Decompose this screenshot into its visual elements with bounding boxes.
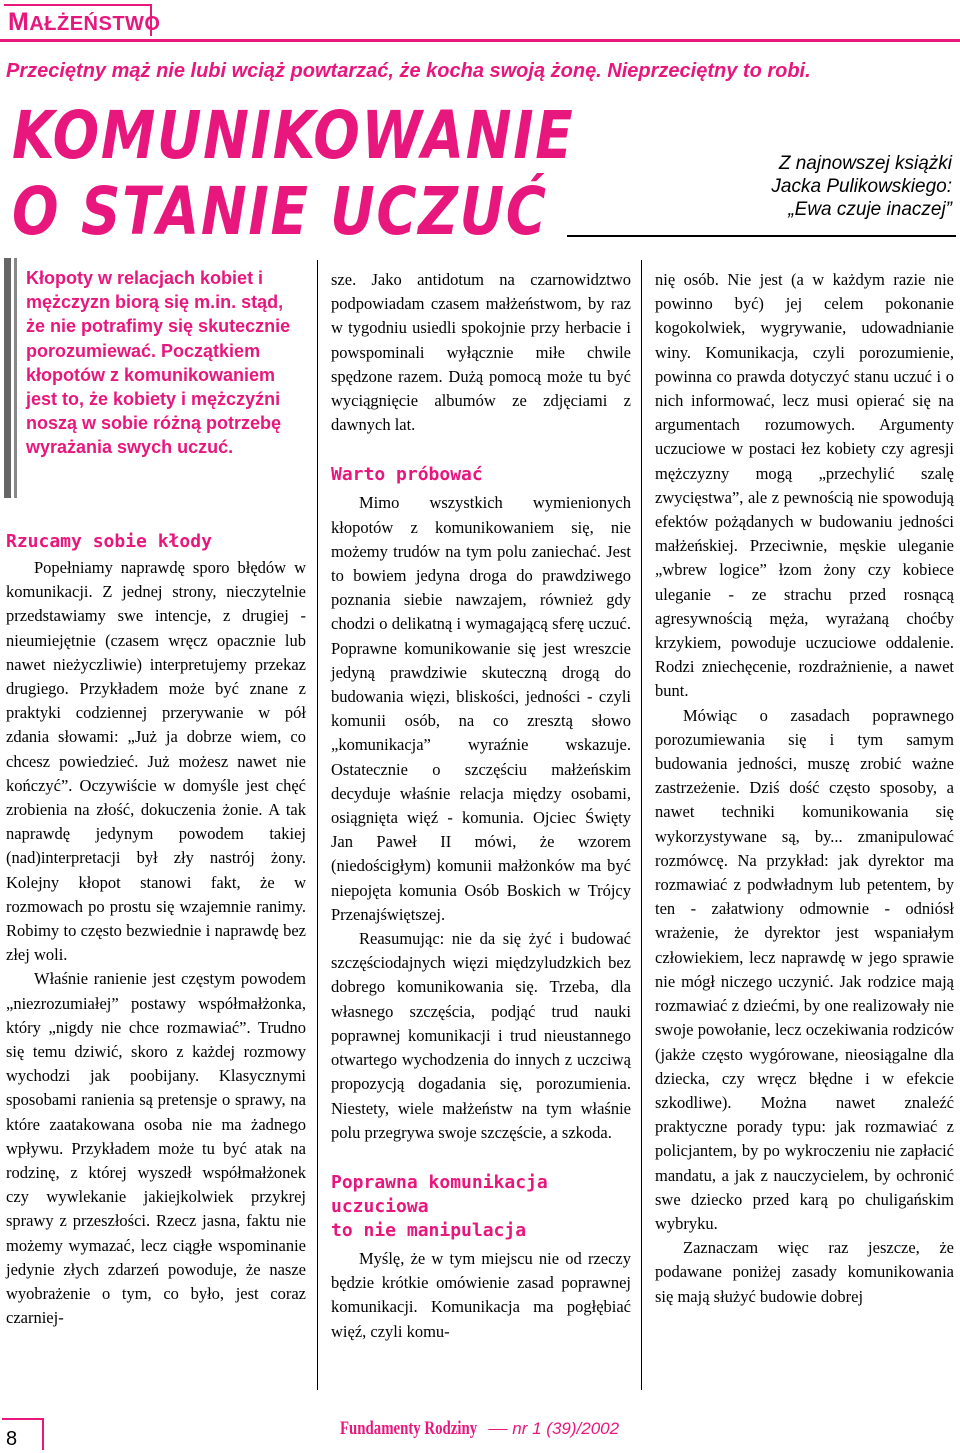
paragraph: sze. Jako antidotum na czarnowidztwo podpowiadam czasem małżeństwom, by raz w tygodniu usiedli spokojnie przy herbacie i powspominali wyłącznie miłe chwile spędzone razem. Dużą pomocą może tu być wyciągnięcie albumów ze zdjęciami z dawnych lat.: [331, 270, 631, 435]
column-divider: [641, 260, 642, 1390]
lead-bar-decoration: [4, 258, 11, 498]
section-label: [4, 4, 161, 36]
footer-dash: —: [488, 1418, 508, 1439]
paragraph: Popełniamy naprawdę sporo błędów w komunikacji. Z jednej strony, nieczytelnie przedstawiamy swe intencje, z drugiej - nieumiejętnie (czasem wręcz opacznie lub nawet nieżyczliwie) interpretujemy przekaz drugiego. Przykładem może być znane z praktyki codziennej przerywanie w pół zdania słowami: „Już ja dobrze wiem, co chcesz powiedzieć. Już możesz nawet nie kończyć”. Oczywiście w domyśle jest chęć zrobienia na złość, dokuczenia żonie. A tak naprawdę jedynym powodem takiej (nad)interpretacji był zły nastrój żony. Kolejny kłopot stanowi fakt, że w rozmowach po prostu się wzajemnie ranimy. Robimy to często bezwiednie i naprawdę bez złej woli.: [6, 558, 306, 965]
book-source-note: [771, 152, 952, 221]
section-label-rest: AŁŻEŃSTWO: [29, 13, 161, 35]
article-tagline: Przeciętny mąż nie lubi wciąż powtarzać, że kocha swoją żonę. Nieprzeciętny to robi.: [6, 60, 811, 82]
subheading-rzucamy: Rzucamy sobie kłody: [6, 531, 212, 552]
book-note-line-3: „Ewa czuje inaczej”: [788, 199, 952, 220]
text-column-1: [6, 530, 306, 1331]
subheading-warto: Warto próbować: [331, 464, 483, 486]
subheading-poprawna-1: Poprawna komunikacja: [331, 1171, 548, 1193]
paragraph: Zaznaczam więc raz jeszcze, że podawane poniżej zasady komunikowania się mają służyć budowie dobrej: [655, 1238, 954, 1306]
text-column-3: [655, 268, 954, 1309]
paragraph: Reasumując: nie da się żyć i budować szczęściodajnych więzi międzyludzkich bez dobrego komunikowania się. Trzeba, dla własnego szczęścia, podjąć trud nauki poprawnej komunikacji i trud nieustannego otwartego wychodzenia do innych z uczciwą propozycją dogadania się, porozumienia. Niestety, wiele małżeństw na tym właśnie polu przegrywa swoje szczęście, a szkoda.: [331, 929, 631, 1142]
magazine-name: Fundamenty Rodziny: [340, 1418, 478, 1439]
book-note-line-1: Z najnowszej książki: [778, 153, 952, 174]
column-divider: [317, 260, 318, 1390]
subheading-poprawna-2: uczuciowa: [331, 1195, 429, 1217]
page-number: 8: [2, 1418, 44, 1450]
issue-number: nr 1 (39)/2002: [512, 1419, 620, 1438]
article-lead: Kłopoty w relacjach kobiet i mężczyzn biorą się m.in. stąd, że nie potrafimy się skutecznie porozumiewać. Początkiem kłopotów z komunikowaniem jest to, że kobiety i mężczyźni noszą w sobie różną potrzebę wyrażania swych uczuć.: [26, 268, 291, 458]
lead-bar-decoration-thin: [14, 258, 17, 498]
paragraph: Właśnie ranienie jest częstym powodem „niezrozumiałej” postawy współmałżonka, który „nigdy nie chce rozmawiać”. Trudno się temu dziwić, skoro z każdej rozmowy wychodzi jak poobijany. Klasycznymi sposobami ranienia są pretensje o sprawy, na które zaatakowana osoba nie ma żadnego wpływu. Przykładem może tu być atak na rodzinę, z której wyszedł współmałżonek czy wywlekanie jakiejkolwiek przykrej sprawy z przeszłości. Rzecz jasna, faktu nie możemy wymazać, lecz ciągłe wspominanie jedynie złych zdarzeń powoduje, że nasze wyobrażenie o tym, co było, jest coraz czarniej-: [6, 969, 306, 1328]
book-note-line-2: Jacka Pulikowskiego:: [771, 176, 952, 197]
subheading-poprawna-3: to nie manipulacja: [331, 1219, 527, 1241]
footer-credit: [340, 1418, 619, 1440]
article-title-line-1: KOMUNIKOWANIE: [12, 97, 575, 174]
article-title-line-2: O STANIE UCZUĆ: [12, 173, 548, 250]
paragraph: Myślę, że w tym miejscu nie od rzeczy będzie krótkie omówienie zasad poprawnej komunikacji. Komunikacja ma pogłębiać więź, czyli komu-: [331, 1248, 631, 1341]
paragraph: nię osób. Nie jest (a w każdym razie nie powinno być) jej celem pokonanie kogokolwiek, wygrywanie, udowadnianie winy. Komunikacja, czyli porozumienie, powinna co prawda dotyczyć stanu uczuć i o nich informować, lecz musi opierać się na argumentach rozumowych. Argumenty uczuciowe w postaci łez kobiety czy agresji mężczyzny mogą „przechylić szalę zwycięstwa”, ale z pewnością nie spowodują efektów pożądanych w budowaniu jedności małżeńskiej. Przeciwnie, męskie uleganie „wbrew logice” łzom żony czy kobiece uleganie - ze strachu przed rosnącą agresywnością męża, wyrażaną choćby krzykiem, powoduje uczuciowe oddalenie. Rodzi zniechęcenie, rozdrażnienie, a nawet bunt.: [655, 270, 954, 701]
header-rule: [0, 39, 960, 42]
section-label-initial: M: [8, 8, 30, 36]
text-column-2: [331, 268, 631, 1344]
title-underline: [567, 235, 956, 237]
paragraph: Mówiąc o zasadach poprawnego porozumiewania się i tym samym budowania jedności, muszę zrobić ważne zastrzeżenie. Dziś dość często sposoby, a nawet techniki komunikowania się wykorzystywane są, by... zmanipulować rozmówcę. Na przykład: jak dyrektor ma rozmawiać z podwładnym lub petentem, by ten - załatwiony odmownie - odniósł wrażenie, że dyrektor jest wspaniałym człowiekiem, lecz naprawdę w jego sprawie nie mógł niczego uczynić. Jak rodzice mają rozmawiać z dziećmi, by one realizowały nie swoje powołanie, lecz oczekiwania rodziców (jakże często wygórowane, nieosiągalne dla dziecka, czy wręcz błędne i w efekcie szkodliwe). Można nawet znaleźć praktyczne porady typu: jak rozmawiać z policjantem, by po wykroczeniu nie zapłacić mandatu, a jak z nauczycielem, by ochronić swe dziecko przed karą po chuligańskim wybryku.: [655, 705, 954, 1233]
paragraph: Mimo wszystkich wymienionych kłopotów z komunikowaniem się, nie możemy trudów na tym polu zaniechać. Jest to bowiem jedyna droga do prawdziwego poznania siebie nawzajem, również gdy chodzi o delikatną i wymagającą sferę uczuć. Poprawne komunikowanie się jest wreszcie jedyną prawdziwie skuteczną drogą do budowania więzi, bliskości, jedności - czyli komunii osób, na co zresztą słowo „komunikacja” wyraźnie wskazuje. Ostatecznie o szczęściu małżeńskim decyduje właśnie relacja między osobami, osiągnięta więź - komunia. Ojciec Święty Jan Paweł II mówi, że wzorem (niedościgłym) komunii małżonków ma być niepojęta komunia Osób Boskich w Trójcy Przenajświętszej.: [331, 493, 631, 924]
